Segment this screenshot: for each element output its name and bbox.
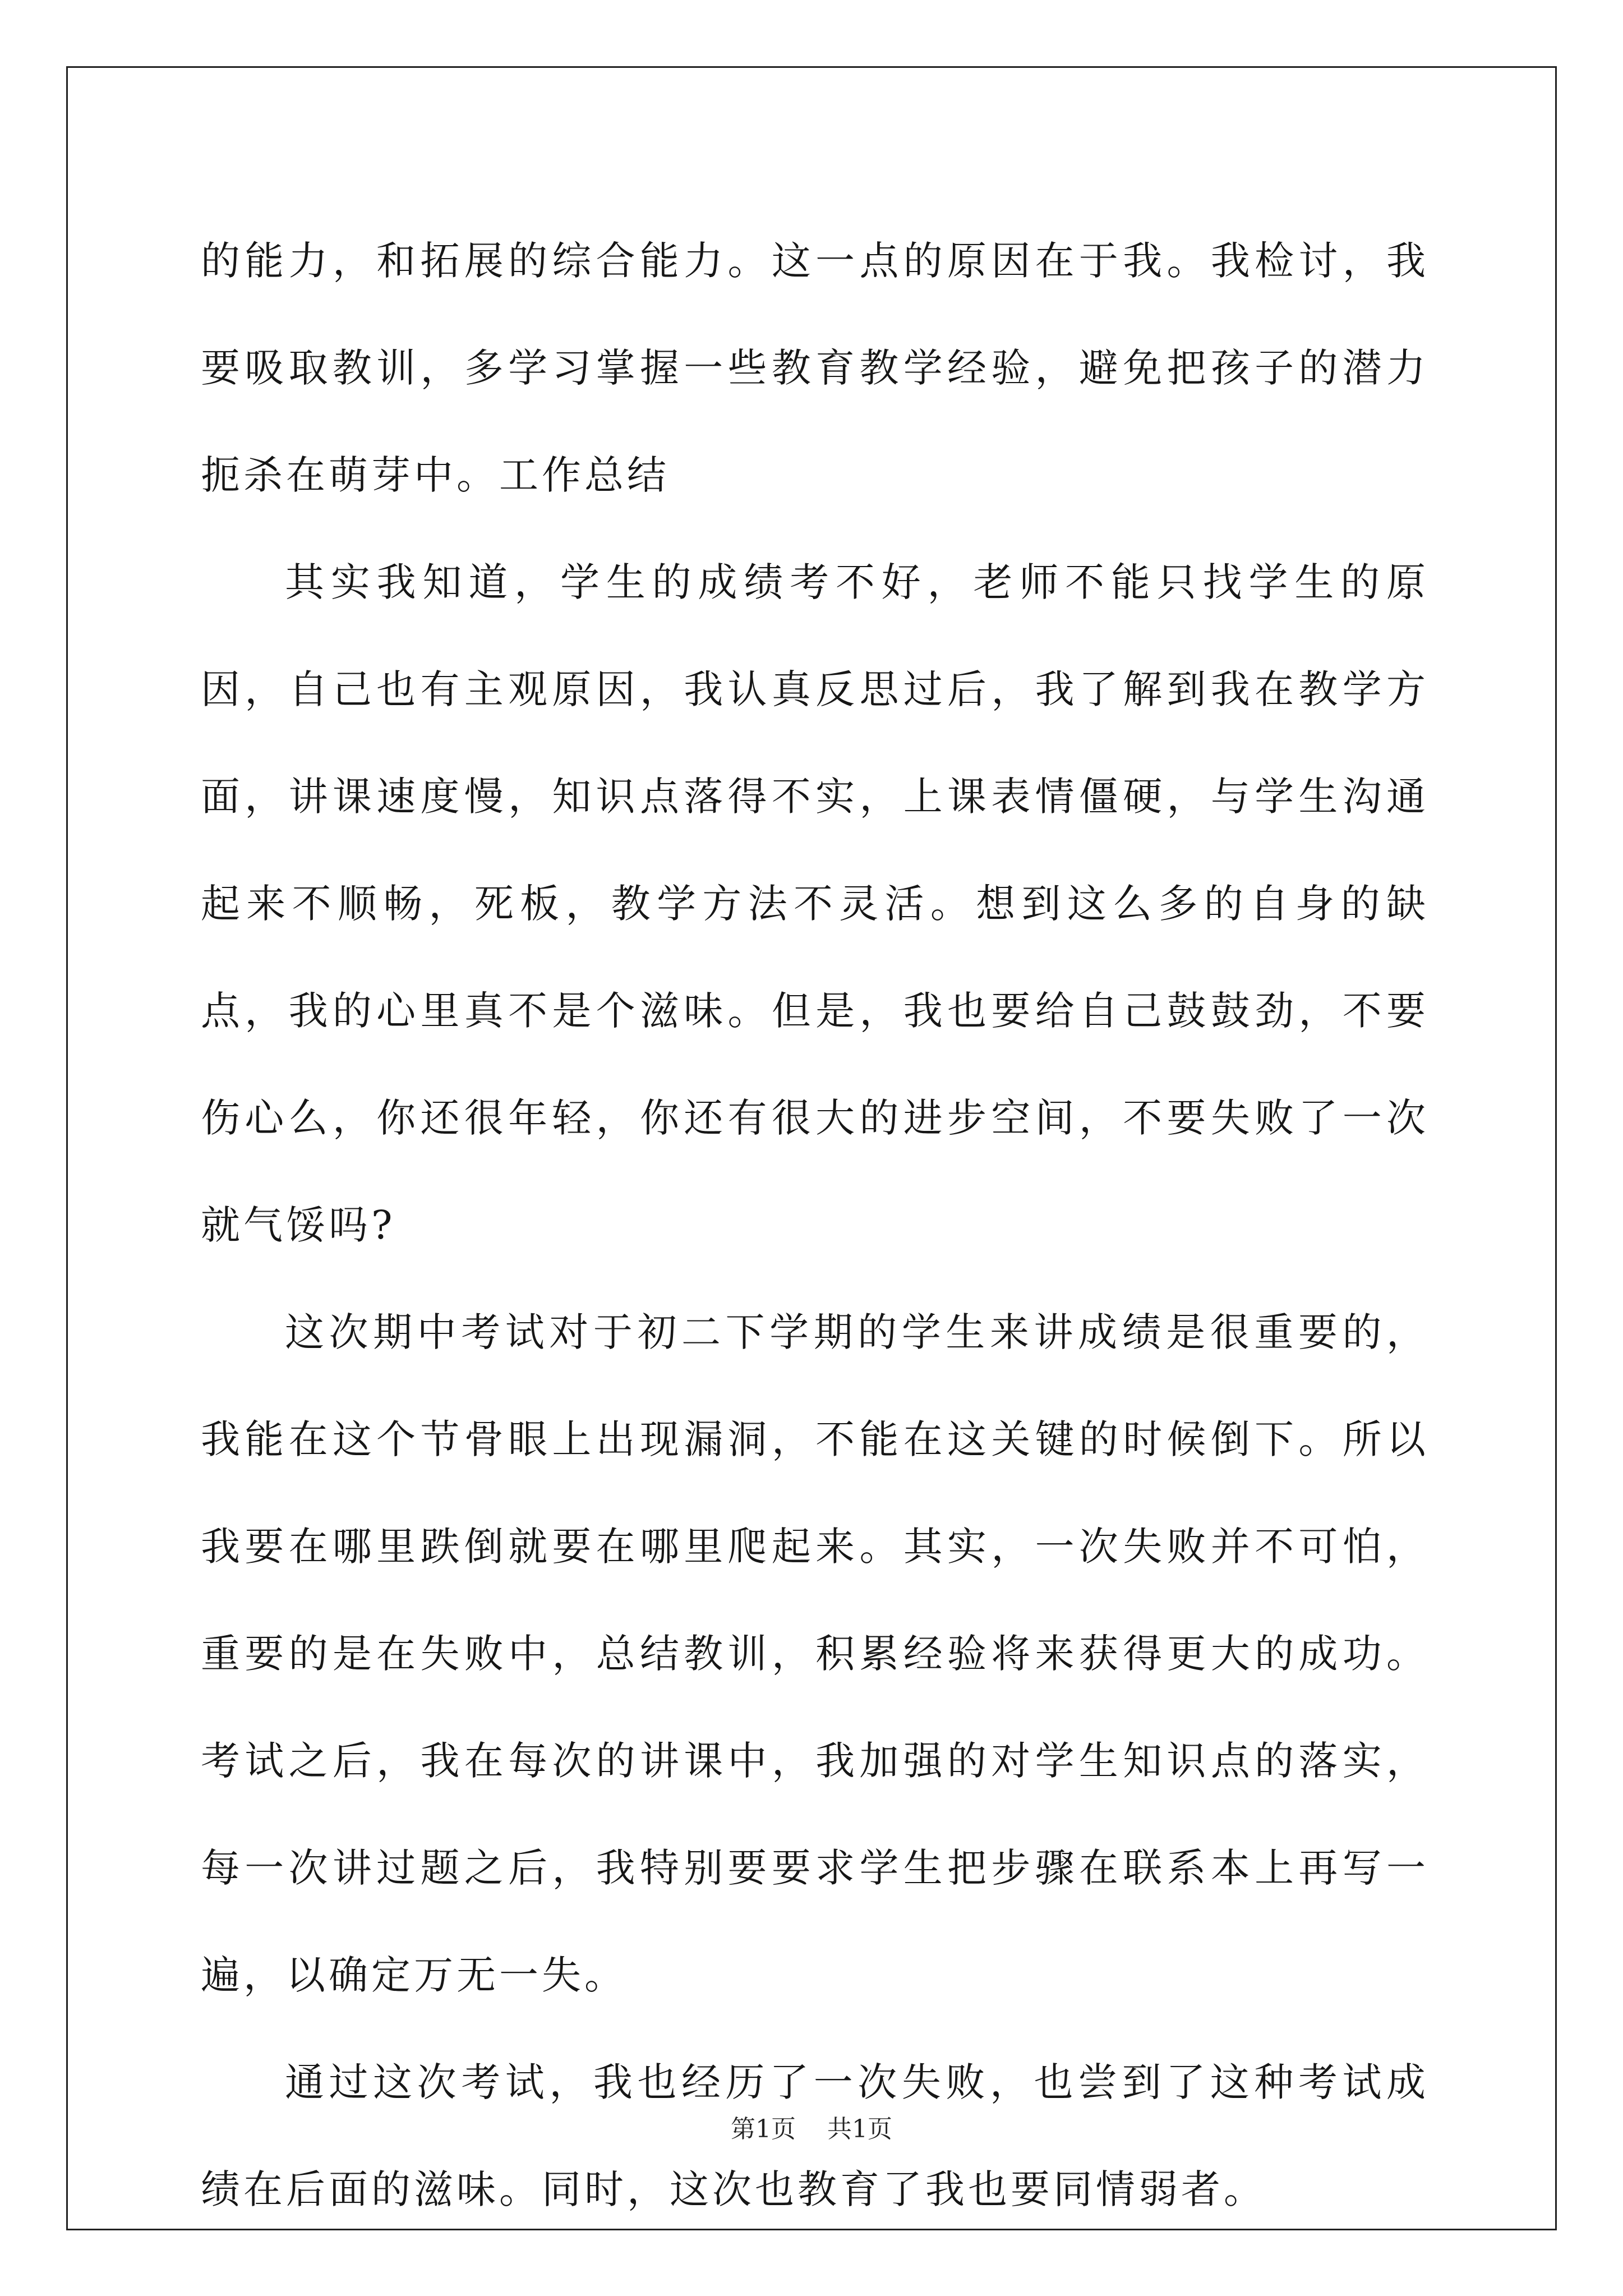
page-total: 共1页 (827, 2115, 892, 2143)
document-body (201, 208, 1429, 2243)
paragraph-continuation: 的能力，和拓展的综合能力。这一点的原因在于我。我检讨，我要吸取教训，多学习掌握一些教育教学经验，避免把孩子的潜力扼杀在萌芽中。工作总结 (201, 238, 1429, 498)
paragraph-self-reflection: 其实我知道，学生的成绩考不好，老师不能只找学生的原因，自己也有主观原因，我认真反思过后，我了解到我在教学方面，讲课速度慢，知识点落得不实，上课表情僵硬，与学生沟通起来不顺畅，死板，教学方法不灵活。想到这么多的自身的缺点，我的心里真不是个滋味。但是，我也要给自己鼓鼓劲，不要伤心么，你还很年轻，你还有很大的进步空间，不要失败了一次就气馁吗? (201, 559, 1429, 1248)
paragraph-conclusion: 通过这次考试，我也经历了一次失败，也尝到了这种考试成绩在后面的滋味。同时，这次也教育了我也要同情弱者。 (201, 2059, 1429, 2212)
page-number: 第1页 (731, 2115, 796, 2143)
paragraph-midterm-exam: 这次期中考试对于初二下学期的学生来讲成绩是很重要的，我能在这个节骨眼上出现漏洞，不能在这关键的时候倒下。所以我要在哪里跌倒就要在哪里爬起来。其实，一次失败并不可怕，重要的是在失败中，总结教训，积累经验将来获得更大的成功。考试之后，我在每次的讲课中，我加强的对学生知识点的落实，每一次讲过题之后，我特别要要求学生把步骤在联系本上再写一遍，以确定万无一失。 (201, 1309, 1429, 1998)
page-footer (0, 2113, 1623, 2146)
